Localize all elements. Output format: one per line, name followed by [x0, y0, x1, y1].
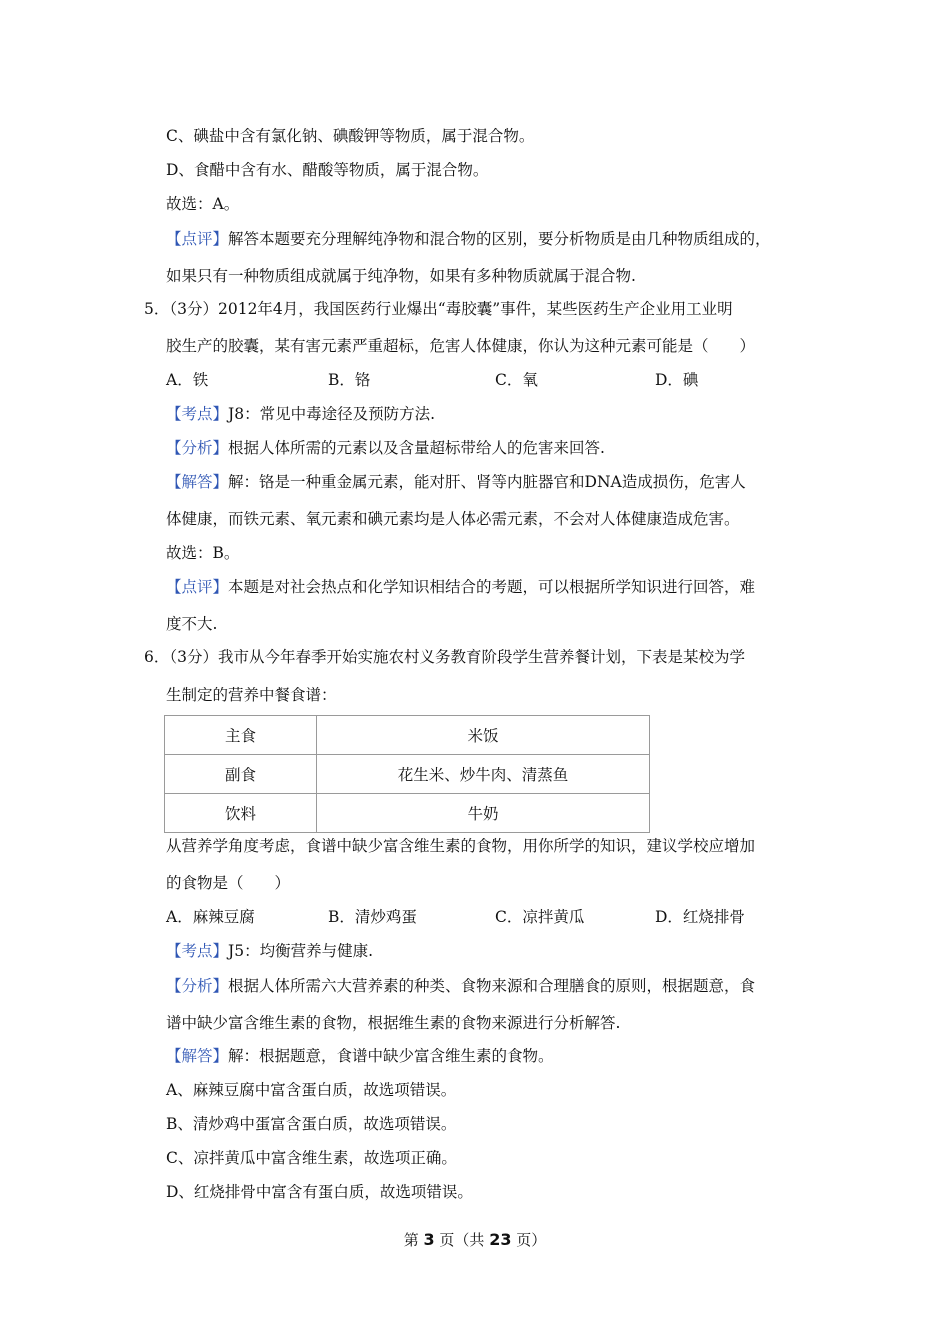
table-cell: 米饭 — [317, 716, 650, 755]
table-cell: 主食 — [165, 716, 317, 755]
q6-option-d: D．红烧排骨 — [655, 908, 745, 926]
q5-number: 5． — [144, 300, 170, 318]
q6-option-b: B．清炒鸡蛋 — [328, 908, 417, 926]
table-cell: 饮料 — [165, 794, 317, 833]
table-row — [165, 716, 650, 755]
table-row — [165, 755, 650, 794]
option-c-explanation: C、碘盐中含有氯化钠、碘酸钾等物质，属于混合物。 — [166, 127, 535, 145]
page-footer: 第 3 页（共 23 页） — [403, 1230, 547, 1249]
table-cell: 花生米、炒牛肉、清蒸鱼 — [317, 755, 650, 794]
q6-jieda: 【解答】解：根据题意，食谱中缺少富含维生素的食物。 — [166, 1047, 554, 1065]
q6-line-c: C、凉拌黄瓜中富含维生素，故选项正确。 — [166, 1149, 457, 1167]
option-d-explanation: D、食醋中含有水、醋酸等物质，属于混合物。 — [166, 161, 489, 179]
menu-table — [164, 715, 650, 833]
q5-jieda-line-1: 【解答】解：铬是一种重金属元素，能对肝、肾等内脏器官和DNA造成损伤，危害人 — [166, 473, 746, 491]
q5-stem-line-1: 5．（3分）2012年4月，我国医药行业爆出“毒胶囊”事件，某些医药生产企业用工业明 — [144, 300, 733, 318]
review-line-2: 如果只有一种物质组成就属于纯净物，如果有多种物质就属于混合物. — [166, 267, 636, 285]
q6-line-a: A、麻辣豆腐中富含蛋白质，故选项错误。 — [166, 1081, 457, 1099]
q6-fenxi-line-2: 谱中缺少富含维生素的食物，根据维生素的食物来源进行分析解答. — [166, 1014, 621, 1032]
q5-option-d: D．碘 — [655, 371, 699, 389]
q6-option-a: A．麻辣豆腐 — [166, 908, 255, 926]
q5-answer: 故选：B。 — [166, 544, 240, 562]
table-cell: 副食 — [165, 755, 317, 794]
q5-jieda-line-2: 体健康，而铁元素、氧元素和碘元素均是人体必需元素，不会对人体健康造成危害。 — [166, 510, 740, 528]
review-tag: 【点评】 — [166, 230, 229, 248]
q6-option-c: C．凉拌黄瓜 — [495, 908, 585, 926]
q6-after-line-1: 从营养学角度考虑，食谱中缺少富含维生素的食物，用你所学的知识，建议学校应增加 — [166, 837, 756, 855]
q5-dianping-line-1: 【点评】本题是对社会热点和化学知识相结合的考题，可以根据所学知识进行回答，难 — [166, 578, 756, 596]
q6-after-line-2: 的食物是（ ） — [166, 874, 291, 892]
q5-option-c: C．氧 — [495, 371, 538, 389]
answer-line: 故选：A。 — [166, 195, 240, 213]
table-row — [165, 794, 650, 833]
q5-option-b: B．铬 — [328, 371, 371, 389]
q5-kaodian: 【考点】J8：常见中毒途径及预防方法. — [166, 405, 436, 423]
page-number: 3 — [423, 1230, 435, 1249]
q5-option-a: A．铁 — [166, 371, 209, 389]
q6-stem-line-2: 生制定的营养中餐食谱： — [166, 686, 337, 704]
q5-fenxi: 【分析】根据人体所需的元素以及含量超标带给人的危害来回答. — [166, 439, 605, 457]
q6-kaodian: 【考点】J5：均衡营养与健康. — [166, 942, 374, 960]
q6-line-d: D、红烧排骨中富含有蛋白质，故选项错误。 — [166, 1183, 473, 1201]
review-text: 解答本题要充分理解纯净物和混合物的区别，要分析物质是由几种物质组成的， — [228, 230, 771, 248]
table-cell: 牛奶 — [317, 794, 650, 833]
q6-fenxi-line-1: 【分析】根据人体所需六大营养素的种类、食物来源和合理膳食的原则，根据题意，食 — [166, 977, 756, 995]
q5-dianping-line-2: 度不大. — [166, 615, 218, 633]
page-total: 23 — [489, 1230, 512, 1249]
q5-stem-line-2: 胶生产的胶囊，某有害元素严重超标，危害人体健康，你认为这种元素可能是（ ） — [166, 337, 756, 355]
q6-line-b: B、清炒鸡中蛋富含蛋白质，故选项错误。 — [166, 1115, 457, 1133]
review-line-1 — [166, 229, 771, 249]
q6-stem-line-1: 6．（3分）我市从今年春季开始实施农村义务教育阶段学生营养餐计划，下表是某校为学 — [144, 648, 745, 666]
q6-number: 6． — [144, 648, 170, 666]
